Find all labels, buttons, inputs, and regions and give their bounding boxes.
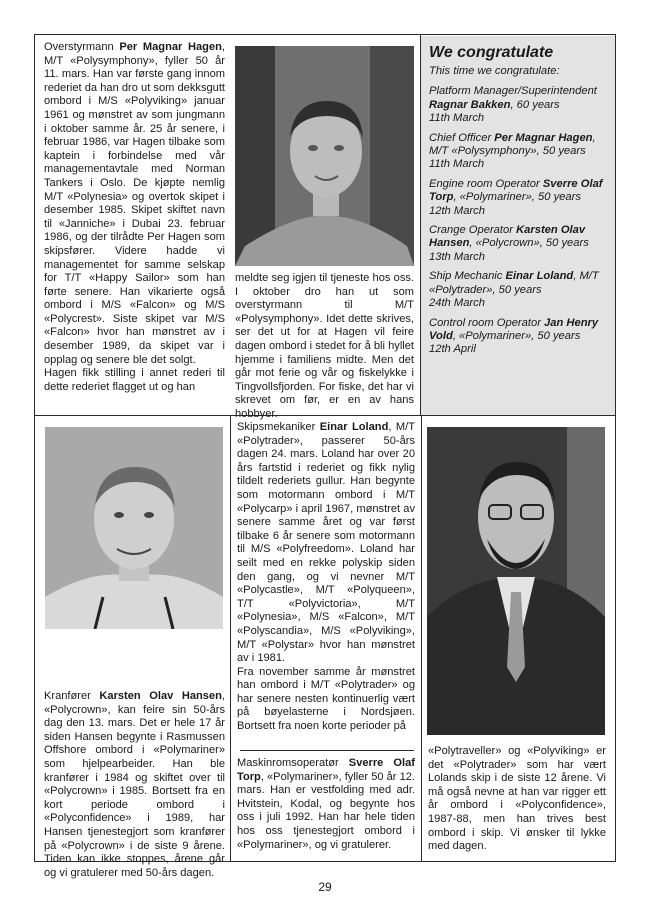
page-number: 29	[318, 880, 332, 894]
congratulate-entry: Chief Officer Per Magnar Hagen, M/T «Polysymphony», 50 years 11th March	[429, 131, 596, 171]
vertical-rule-bottom-right	[421, 415, 422, 862]
hagen-article-column-2: meldte seg igjen til tjeneste hos oss. I oktober dro han ut som overstyrmann til M/T «Polysymphony». Idet dette skrives, ser det ut for at Hagen vil feire dagen ombord i stedet for å bli hyllet hjemme i familiens midte. Men det går mot ferie og vår og fiskelykke i Tingvollsfjorden. For fiske, det har vi skrevet om før, er en av hans hobbyer.	[235, 272, 414, 420]
loland-article-column-2: «Polytraveller» og «Polyviking» er det «Polytrader» som har vært Lolands skip i de siste 12 årene. Vi må også nevne at han var rigger ett år ombord i «Polyconfidence», 1987-88, men han trives best ombord i skip. Vi ønsker til lykke med dagen.	[428, 745, 606, 853]
congratulate-entry: Crange Operator Karsten Olav Hansen, «Polycrown», 50 years 13th March	[429, 224, 589, 263]
article-divider	[240, 750, 414, 751]
hansen-name: Karsten Olav Hansen	[99, 690, 222, 702]
congratulate-intro: This time we congratulate:	[429, 65, 560, 77]
hagen-photo	[235, 46, 414, 266]
congratulate-heading: We congratulate	[429, 44, 554, 61]
congratulate-box	[421, 36, 615, 415]
loland-article-column-1: Skipsmekaniker Einar Loland, M/T «Polytrader», passerer 50-års dagen 24. mars. Loland har over 20 års fartstid i rederiet og fikk nylig tildelt rederiets gullur. Han begynte som motormann ombord i M/T «Polycarp» i april 1967, mønstret av senere samme året og var først tilbake 6 år senere som motormann til M/S «Polyfreedom». Loland har seilt med en rekke polyskip siden den gang, og vi nevner M/T «Polycastle», M/T «Polyqueen», T/T «Polyvictoria», M/T «Polynesia», M/S «Falcon», M/T «Polyscandia», M/S «Polyviking», M/T «Polystar» hvor han mønstret av i 1981. Fra november samme år mønstret han ombord i M/T «Polytrader» og har senere nesten kontinuerlig vært på bøyelasterne i Nordsjøen. Bortsett fra noen korte perioder på	[237, 421, 416, 733]
congratulate-entry: Platform Manager/Superintendent Ragnar Bakken, 60 years 11th March	[429, 85, 597, 125]
congratulate-entry: Ship Mechanic Einar Loland, M/T «Polytrader», 50 years 24th March	[429, 270, 599, 310]
torp-name: Sverre Olaf Torp	[237, 757, 415, 783]
loland-name: Einar Loland	[319, 421, 389, 433]
hagen-article-column-1: Overstyrmann Per Magnar Hagen, M/T «Polysymphony», fyller 50 år 11. mars. Han var første gang innom rederiet da han dro ut som dekksgutt ombord i M/S «Polyviking» januar 1961 og mønstret av som jungmann i oktober samme år. 25 år senere, i februar 1986, var Hagen tilbake som kaptein i forbindelse med vår managementavtale med Norman Tankers i Oslo. De kjøpte nemlig M/T «Polynesia» og overtok skipet i desember 1985. Skipet skiftet navn til «Janniche» i Dubai 23. februar 1986, og der tilrådte Per Hagen som skipsfører. Videre hadde vi managementet for samme selskap for T/T «Happy Sailor» som han førte senere. Han vikarierte også ombord i M/S «Falcon» og M/S «Polycrest». Siste skipet var M/S «Falcon» hvor han mønstret av i desember 1989, da skipet var i opplag og senere ble det solgt. Hagen fikk stilling i annet rederi til dette rederiet flagget ut og han	[44, 41, 225, 393]
hagen-name: Per Magnar Hagen	[119, 41, 222, 53]
vertical-rule-bottom-left	[230, 415, 231, 862]
hansen-photo	[45, 427, 223, 629]
hansen-article: Kranfører Karsten Olav Hansen, «Polycrown», kan feire sin 50-års dag den 13. mars. Det er hele 17 år siden Hansen begynte i Rasmussen Offshore ombord i «Polymariner» som hjelpearbeider. Han ble kranfører i 1984 og skiftet over til «Polycrown» i 1985. Bortsett fra en kort periode ombord i «Polyconfidence» i 1989, har Hansen tjenestegjort som kranfører på «Polycrown» i de siste 9 årene. Tiden kan ikke stoppes, årene går og vi gratulerer med 50-års dagen.	[44, 690, 225, 879]
torp-article: Maskinromsoperatør Sverre Olaf Torp, «Polymariner», fyller 50 år 12. mars. Han er vestfolding med adr. Hvitstein, Kodal, og begynte hos oss i juli 1992. Han har hele tiden hos oss tjenestegjort ombord i «Polymariner», og vi gratulerer.	[237, 757, 415, 851]
congratulate-entry: Engine room Operator Sverre Olaf Torp, «Polymariner», 50 years 12th March	[429, 177, 603, 217]
congratulate-entry: Control room Operator Jan Henry Vold, «Polymariner», 50 years 12th April	[429, 316, 599, 356]
loland-photo	[427, 427, 605, 735]
